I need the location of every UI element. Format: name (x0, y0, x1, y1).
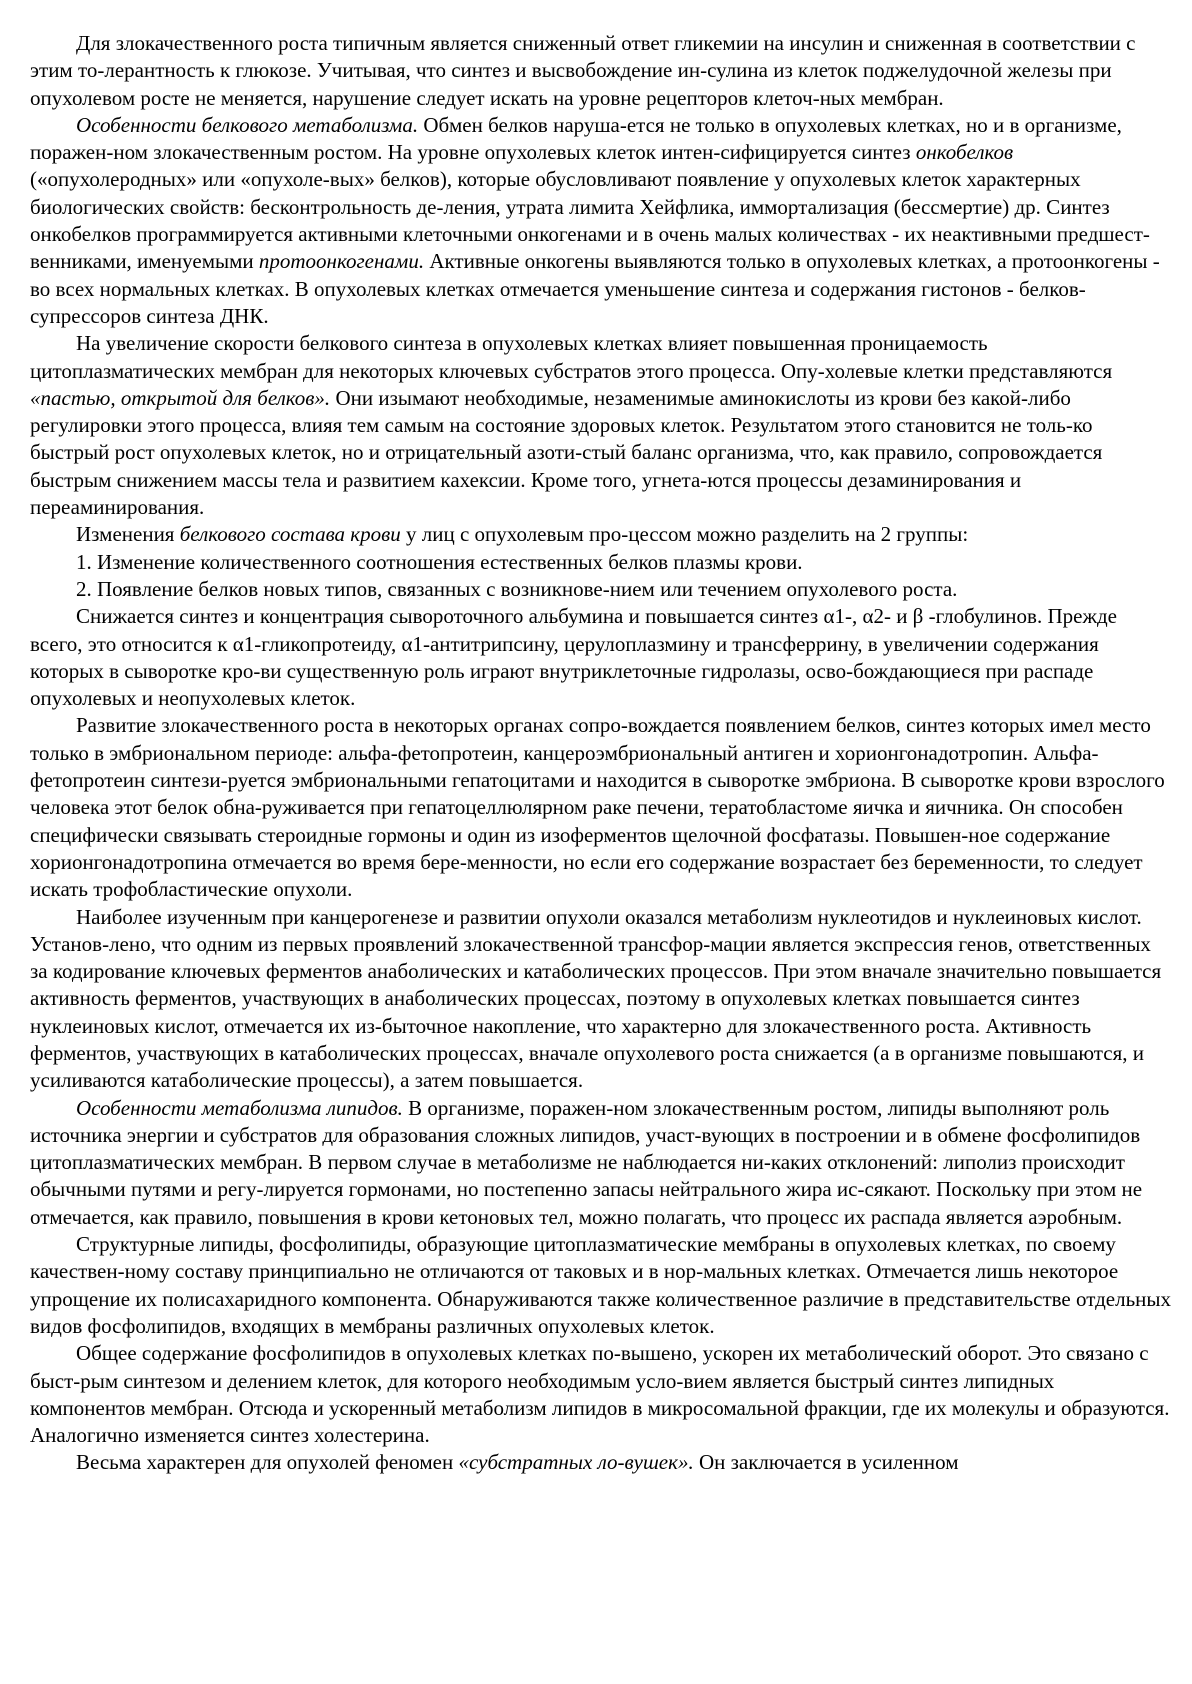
text-run: Активные онкогены выявляются только в опухолевых клетках, а протоонкогены - во всех нормальных клетках. В опухолевых клетках отмечается уменьшение синтеза и содержания гистонов - белков-супрессоров синтеза ДНК. (30, 249, 1160, 328)
document-page (30, 30, 1172, 1477)
text-run: Структурные липиды, фосфолипиды, образующие цитоплазматические мембраны в опухолевых клетках, по своему качествен-ному составу принципиально не отличаются от таковых и в нор-мальных клетках. Отмечается лишь некоторое упрощение их полисахаридного компонента. Обнаруживаются также количественное различие в представительстве отдельных видов фосфолипидов, входящих в мембраны различных опухолевых клеток. (30, 1232, 1172, 1338)
text-run: В организме, поражен-ном злокачественным ростом, липиды выполняют роль источника энергии и субстратов для образования сложных липидов, участ-вующих в построении и в обмене фосфолипидов цитоплазматических мембран. В первом случае в метаболизме не наблюдается ни-каких отклонений: липолиз происходит обычными путями и регу-лируется гормонами, но постепенно запасы нейтрального жира ис-сякают. Поскольку при этом не отмечается, как правило, повышения в крови кетоновых тел, можно полагать, что процесс их распада является аэробным. (30, 1095, 1143, 1229)
text-run: Наиболее изученным при канцерогенезе и развитии опухоли оказался метаболизм нуклеотидов и нуклеиновых кислот. Установ-лено, что одним из первых проявлений злокачественной трансфор-мации является экспрессия генов, ответственных за кодирование ключевых ферментов анаболических и катаболических процессов. При этом вначале значительно повышается активность ферментов, участвующих в анаболических процессах, поэтому в опухолевых клетках повышается синтез нуклеиновых кислот, отмечается их из-быточное накопление, что характерно для злокачественного роста. Активность ферментов, участвующих в катаболических процессах, вначале опухолевого роста снижается (а в организме повышаются, и усиливаются катаболические процессы), а затем повышается. (30, 904, 1162, 1093)
paragraph (30, 576, 1172, 603)
paragraph (30, 1095, 1172, 1231)
italic-text: «субстратных ло-вушек». (458, 1450, 694, 1475)
text-run: («опухолеродных» или «опухоле-вых» белков), которые обусловливают появление у опухолевых клеток характерных биологических свойств: бесконтрольность де-ления, утрата лимита Хейфлика, иммортализация (бессмертие) др. Синтез онкобелков программируется активными клеточными онкогенами и в очень малых количествах - их неактивными предшест-венниками, именуемыми (30, 167, 1150, 274)
paragraph (30, 30, 1172, 112)
paragraph (30, 521, 1172, 548)
paragraph (30, 330, 1172, 521)
italic-text: онкобелков (915, 140, 1014, 165)
paragraph (30, 1231, 1172, 1340)
italic-text: «пастью, открытой для белков». (30, 385, 331, 410)
paragraph (30, 549, 1172, 576)
text-run: Они изымают необходимые, незаменимые аминокислоты из крови без какой-либо регулировки этого процесса, влияя тем самым на состояние здоровых клеток. Результатом этого становится не толь-ко быстрый рост опухолевых клеток, но и отрицательный азоти-стый баланс организма, что, как правило, сопровождается быстрым снижением массы тела и развитием кахексии. Кроме того, угнета-ются процессы дезаминирования и переаминирования. (30, 385, 1103, 520)
italic-text: Особенности белкового метаболизма. (76, 112, 419, 137)
paragraph (30, 1340, 1172, 1449)
text-run: у лиц с опухолевым про-цессом можно разделить на 2 группы: (400, 522, 969, 547)
text-run: 2. Появление белков новых типов, связанных с возникнове-нием или течением опухолевого роста. (76, 576, 958, 601)
text-run: Снижается синтез и концентрация сывороточного альбумина и повышается синтез α1-, α2- и β -глобулинов. Прежде всего, это относится к α1-гликопротеиду, α1-антитрипсину, церулоплазмину и трансферрину, в увеличении содержания которых в сыворотке кро-ви существенную роль играют внутриклеточные гидролазы, осво-бождающиеся при распаде опухолевых и неопухолевых клеток. (30, 604, 1117, 711)
text-run: Для злокачественного роста типичным является сниженный ответ гликемии на инсулин и сниженная в соответствии с этим то-лерантность к глюкозе. Учитывая, что синтез и высвобождение ин-сулина из клеток поджелудочной железы при опухолевом росте не меняется, нарушение следует искать на уровне рецепторов клеточ-ных мембран. (30, 31, 1136, 110)
text-run: Изменения (76, 522, 180, 547)
paragraph (30, 712, 1172, 903)
italic-text: протоонкогенами. (258, 249, 425, 274)
paragraph (30, 1449, 1172, 1476)
text-run: На увеличение скорости белкового синтеза в опухолевых клетках влияет повышенная проницаемость цитоплазматических мембран для некоторых ключевых субстратов этого процесса. Опу-холевые клетки представляются (30, 331, 1113, 383)
text-run: Развитие злокачественного роста в некоторых органах сопро-вождается появлением белков, синтез которых имел место только в эмбриональном периоде: альфа-фетопротеин, канцероэмбриональный антиген и хорионгонадотропин. Альфа-фетопротеин синтези-руется эмбриональными гепатоцитами и находится в сыворотке эмбриона. В сыворотке крови взрослого человека этот белок обна-руживается при гепатоцеллюлярном раке печени, тератобластоме яичка и яичника. Он способен специфически связывать стероидные гормоны и один из изоферментов щелочной фосфатазы. Повышен-ное содержание хорионгонадотропина отмечается во время бере-менности, но если его содержание возрастает без беременности, то следует искать трофобластические опухоли. (30, 713, 1165, 902)
italic-text: белкового состава крови (179, 522, 401, 547)
text-run: 1. Изменение количественного соотношения естественных белков плазмы крови. (76, 549, 803, 574)
text-run: Весьма характерен для опухолей феномен (76, 1450, 459, 1475)
paragraph (30, 904, 1172, 1095)
italic-text: Особенности метаболизма липидов. (76, 1095, 403, 1120)
text-run: Общее содержание фосфолипидов в опухолевых клетках по-вышено, ускорен их метаболический оборот. Это связано с быст-рым синтезом и делением клеток, для которого необходимым усло-вием является быстрый синтез липидных компонентов мембран. Отсюда и ускоренный метаболизм липидов в микросомальной фракции, где их молекулы и образуются. Аналогично изменяется синтез холестерина. (30, 1341, 1170, 1448)
paragraph (30, 112, 1172, 330)
text-run: Обмен белков наруша-ется не только в опухолевых клетках, но и в организме, поражен-ном злокачественным ростом. На уровне опухолевых клеток интен-сифицируется синтез (30, 112, 1122, 165)
text-run: Он заключается в усиленном (693, 1450, 959, 1475)
paragraph (30, 603, 1172, 712)
